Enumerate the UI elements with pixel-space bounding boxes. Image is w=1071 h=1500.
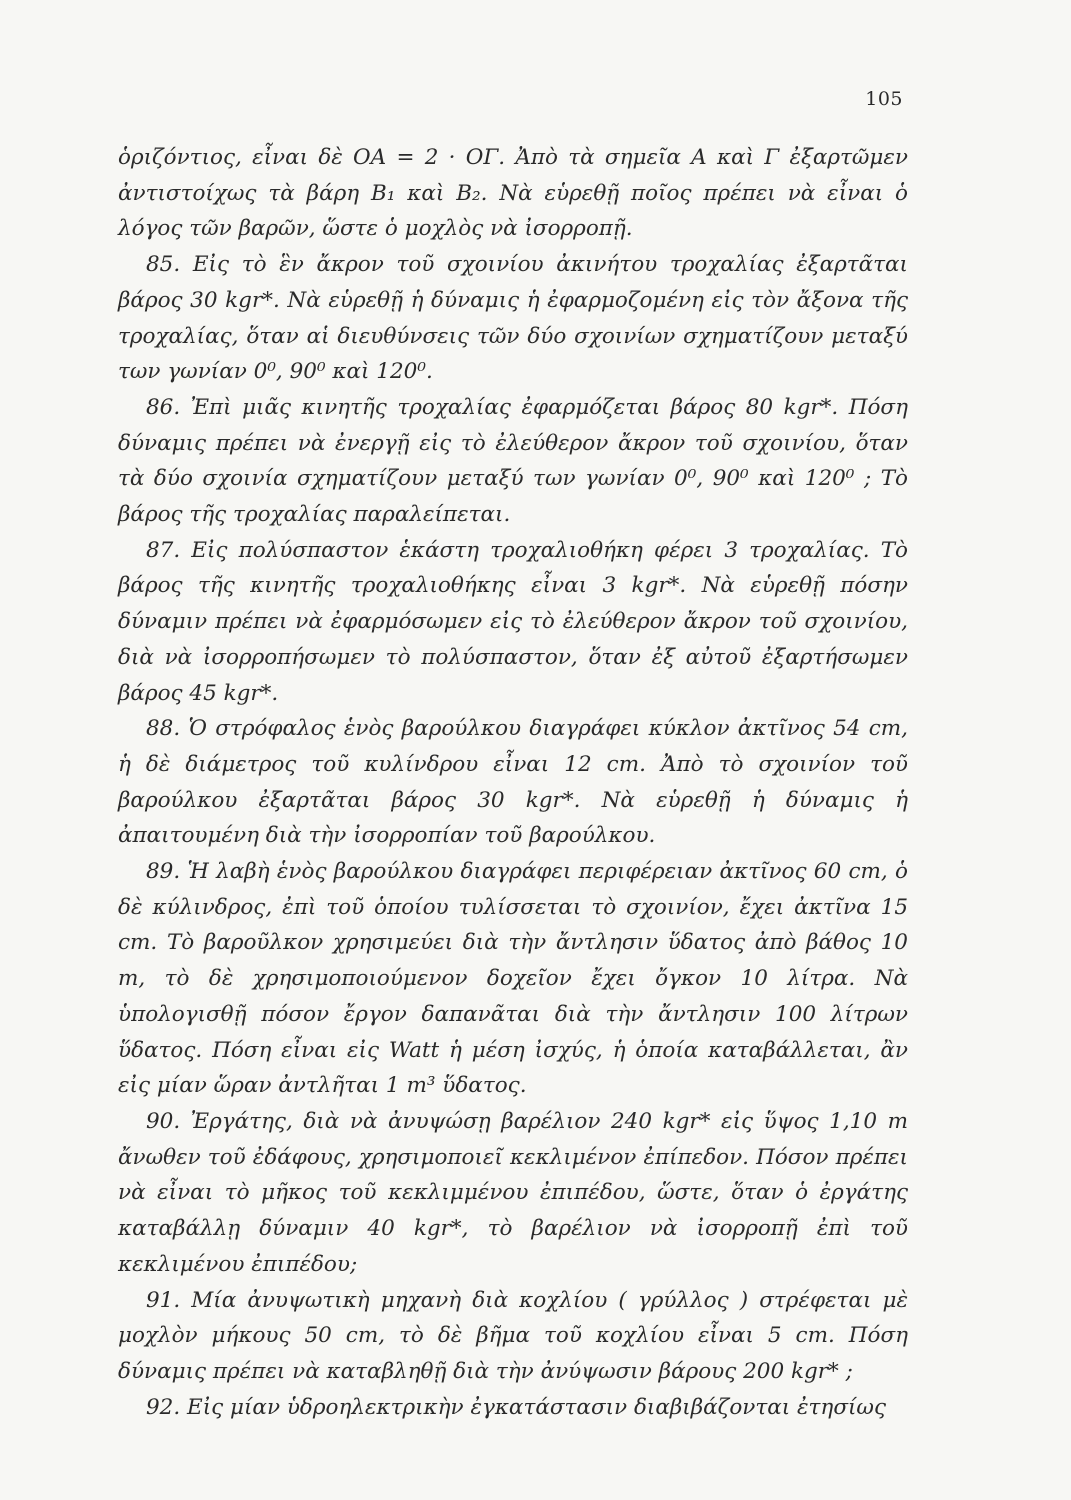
- text-body: [118, 140, 908, 1425]
- paragraph-84-continuation: ὁριζόντιος, εἶναι δὲ ΟΑ = 2 · ΟΓ. Ἀπὸ τὰ σημεῖα Α καὶ Γ ἐξαρτῶμεν ἀντιστοίχως τὰ βάρη B₁ καὶ B₂. Νὰ εὑρεθῇ ποῖος πρέπει νὰ εἶναι ὁ λόγος τῶν βαρῶν, ὥστε ὁ μοχλὸς νὰ ἰσορροπῇ.: [118, 145, 908, 242]
- paragraph-86: 86. Ἐπὶ μιᾶς κινητῆς τροχαλίας ἐφαρμόζεται βάρος 80 kgr*. Πόση δύναμις πρέπει νὰ ἐνεργῇ εἰς τὸ ἐλεύθερον ἄκρον τοῦ σχοινίου, ὅταν τὰ δύο σχοινία σχηματίζουν μεταξύ των γωνίαν 0⁰, 90⁰ καὶ 120⁰ ; Τὸ βάρος τῆς τροχαλίας παραλείπεται.: [118, 394, 908, 528]
- paragraph-89: 89. Ἡ λαβὴ ἑνὸς βαρούλκου διαγράφει περιφέρειαν ἀκτῖνος 60 cm, ὁ δὲ κύλινδρος, ἐπὶ τοῦ ὁποίου τυλίσσεται τὸ σχοινίον, ἔχει ἀκτῖνα 15 cm. Τὸ βαροῦλκον χρησιμεύει διὰ τὴν ἄντλησιν ὕδατος ἀπὸ βάθος 10 m, τὸ δὲ χρησιμοποιούμενον δοχεῖον ἔχει ὄγκον 10 λίτρα. Νὰ ὑπολογισθῇ πόσον ἔργον δαπανᾶται διὰ τὴν ἄντλησιν 100 λίτρων ὕδατος. Πόση εἶναι εἰς Watt ἡ μέση ἰσχύς, ἡ ὁποία καταβάλλεται, ἂν εἰς μίαν ὥραν ἀντλῆται 1 m³ ὕδατος.: [118, 859, 908, 1099]
- paragraph-88: 88. Ὁ στρόφαλος ἑνὸς βαρούλκου διαγράφει κύκλον ἀκτῖνος 54 cm, ἡ δὲ διάμετρος τοῦ κυλίνδρου εἶναι 12 cm. Ἀπὸ τὸ σχοινίον τοῦ βαρούλκου ἐξαρτᾶται βάρος 30 kgr*. Νὰ εὑρεθῇ ἡ δύναμις ἡ ἀπαιτουμένη διὰ τὴν ἰσορροπίαν τοῦ βαρούλκου.: [118, 716, 908, 849]
- paragraph-91: 91. Μία ἀνυψωτικὴ μηχανὴ διὰ κοχλίου ( γρύλλος ) στρέφεται μὲ μοχλὸν μήκους 50 cm, τὸ δὲ βῆμα τοῦ κοχλίου εἶναι 5 cm. Πόση δύναμις πρέπει νὰ καταβληθῇ διὰ τὴν ἀνύψωσιν βάρους 200 kgr* ;: [118, 1287, 908, 1384]
- page-number: 105: [865, 88, 903, 110]
- paragraph-87: 87. Εἰς πολύσπαστον ἑκάστη τροχαλιοθήκη φέρει 3 τροχαλίας. Τὸ βάρος τῆς κινητῆς τροχαλιοθήκης εἶναι 3 kgr*. Νὰ εὑρεθῇ πόσην δύναμιν πρέπει νὰ ἐφαρμόσωμεν εἰς τὸ ἐλεύθερον ἄκρον τοῦ σχοινίου, διὰ νὰ ἰσορροπήσωμεν τὸ πολύσπαστον, ὅταν ἐξ αὐτοῦ ἐξαρτήσωμεν βάρος 45 kgr*.: [118, 537, 908, 706]
- paragraph-85: 85. Εἰς τὸ ἓν ἄκρον τοῦ σχοινίου ἀκινήτου τροχαλίας ἐξαρτᾶται βάρος 30 kgr*. Νὰ εὑρεθῇ ἡ δύναμις ἡ ἐφαρμοζομένη εἰς τὸν ἄξονα τῆς τροχαλίας, ὅταν αἱ διευθύνσεις τῶν δύο σχοινίων σχηματίζουν μεταξύ των γωνίαν 0⁰, 90⁰ καὶ 120⁰.: [118, 252, 908, 385]
- paragraph-90: 90. Ἐργάτης, διὰ νὰ ἀνυψώσῃ βαρέλιον 240 kgr* εἰς ὕψος 1,10 m ἄνωθεν τοῦ ἐδάφους, χρησιμοποιεῖ κεκλιμένον ἐπίπεδον. Πόσον πρέπει νὰ εἶναι τὸ μῆκος τοῦ κεκλιμμένου ἐπιπέδου, ὥστε, ὅταν ὁ ἐργάτης καταβάλλῃ δύναμιν 40 kgr*, τὸ βαρέλιον νὰ ἰσορροπῇ ἐπὶ τοῦ κεκλιμένου ἐπιπέδου;: [118, 1108, 908, 1277]
- paragraph-92: 92. Εἰς μίαν ὑδροηλεκτρικὴν ἐγκατάστασιν διαβιβάζονται ἐτησίως: [146, 1394, 886, 1420]
